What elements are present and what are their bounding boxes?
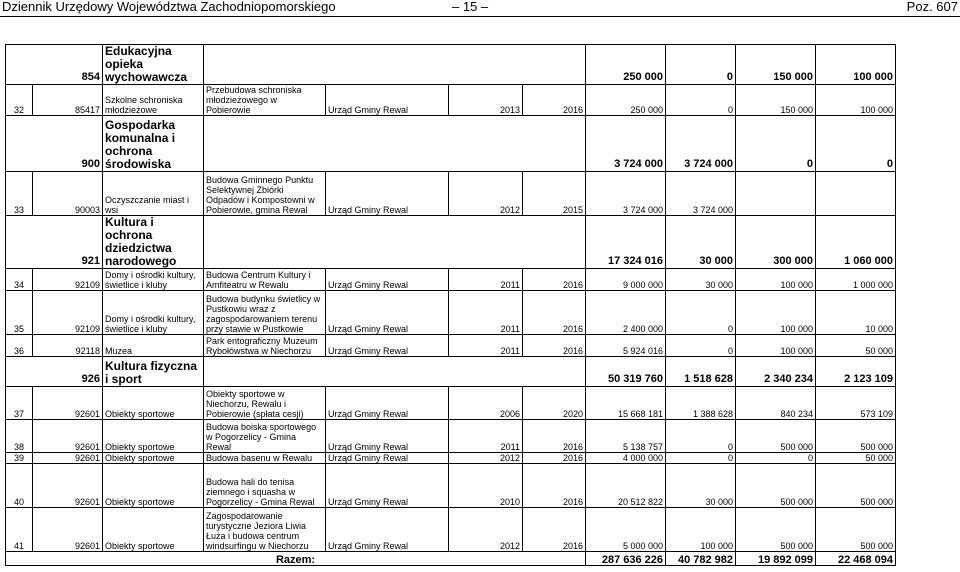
value-col-3: 100 000 (736, 335, 816, 357)
value-total: 17 324 016 (586, 216, 666, 269)
start-year: 2011 (449, 335, 523, 357)
empty-cell (204, 216, 586, 269)
value-total: 9 000 000 (586, 269, 666, 291)
value-total: 50 319 760 (586, 357, 666, 387)
chapter-row (6, 116, 896, 172)
position-number: Poz. 607 (906, 0, 958, 14)
value-col-4: 500 000 (816, 508, 896, 552)
value-total: 2 400 000 (586, 291, 666, 335)
value-col-4: 50 000 (816, 335, 896, 357)
value-col-3: 500 000 (736, 464, 816, 508)
category-name: Muzea (103, 335, 204, 357)
table-row (6, 387, 896, 420)
value-col-2: 1 518 628 (666, 357, 736, 387)
page-header (0, 0, 960, 17)
end-year: 2016 (523, 464, 586, 508)
responsible-unit: Urząd Gminy Rewal (326, 172, 449, 216)
total-row (6, 552, 896, 566)
start-year: 2010 (449, 464, 523, 508)
task-name: Budowa budynku świetlicy w Pustkowiu wraz z zagospodarowaniem terenu przy stawie w Pustkowie (204, 291, 326, 335)
row-number: 32 (6, 85, 33, 116)
category-name: Obiekty sportowe (103, 464, 204, 508)
value-col-3: 840 234 (736, 387, 816, 420)
empty-cell (204, 45, 586, 85)
chapter-code: 921 (6, 216, 103, 269)
value-col-2: 0 (666, 291, 736, 335)
chapter-name: Gospodarka komunalna i ochrona środowiska (103, 116, 204, 172)
end-year: 2020 (523, 387, 586, 420)
task-name: Budowa basenu w Rewalu (204, 453, 326, 464)
table-row (6, 420, 896, 453)
task-name: Zagospodarowanie turystyczne Jeziora Liwia Łuża i budowa centrum windsurfingu w Niechorzu (204, 508, 326, 552)
category-name: Obiekty sportowe (103, 508, 204, 552)
task-name: Budowa boiska sportowego w Pogorzelicy - Gmina Rewal (204, 420, 326, 453)
value-col-3: 500 000 (736, 420, 816, 453)
end-year: 2016 (523, 269, 586, 291)
responsible-unit: Urząd Gminy Rewal (326, 335, 449, 357)
category-name: Obiekty sportowe (103, 420, 204, 453)
value-col-2: 1 388 628 (666, 387, 736, 420)
responsible-unit: Urząd Gminy Rewal (326, 464, 449, 508)
chapter-code: 900 (6, 116, 103, 172)
chapter-code: 926 (6, 357, 103, 387)
page-number: – 15 – (452, 0, 489, 14)
value-col-4: 500 000 (816, 464, 896, 508)
value-col-2: 3 724 000 (666, 172, 736, 216)
value-col-4: 1 060 000 (816, 216, 896, 269)
value-col-4: 100 000 (816, 45, 896, 85)
total-value-3: 19 892 099 (736, 552, 816, 566)
value-col-3: 0 (736, 116, 816, 172)
value-col-3: 150 000 (736, 85, 816, 116)
value-total: 5 000 000 (586, 508, 666, 552)
empty-cell (204, 116, 586, 172)
task-name: Budowa Centrum Kultury i Amfiteatru w Rewalu (204, 269, 326, 291)
investment-table (5, 44, 896, 566)
value-col-4: 573 109 (816, 387, 896, 420)
end-year: 2015 (523, 172, 586, 216)
task-name: Budowa hali do tenisa ziemnego i squasha w Pogorzelicy - Gmina Rewal (204, 464, 326, 508)
value-total: 250 000 (586, 45, 666, 85)
value-total: 3 724 000 (586, 172, 666, 216)
value-col-3: 2 340 234 (736, 357, 816, 387)
row-number: 39 (6, 453, 33, 464)
paragraph-code: 85417 (33, 85, 103, 116)
chapter-row (6, 357, 896, 387)
paragraph-code: 92601 (33, 508, 103, 552)
journal-title: Dziennik Urzędowy Województwa Zachodniopomorskiego (2, 0, 336, 14)
start-year: 2012 (449, 508, 523, 552)
value-col-2: 0 (666, 420, 736, 453)
task-name: Obiekty sportowe w Niechorzu, Rewalu i Pobierowie (spłata cesji) (204, 387, 326, 420)
end-year: 2016 (523, 453, 586, 464)
responsible-unit: Urząd Gminy Rewal (326, 387, 449, 420)
total-value-2: 40 782 982 (666, 552, 736, 566)
start-year: 2012 (449, 453, 523, 464)
start-year: 2011 (449, 291, 523, 335)
value-col-3: 500 000 (736, 508, 816, 552)
end-year: 2016 (523, 335, 586, 357)
chapter-name: Kultura fizyczna i sport (103, 357, 204, 387)
value-col-4: 10 000 (816, 291, 896, 335)
value-total: 5 924 016 (586, 335, 666, 357)
empty-cell (204, 357, 586, 387)
table-body (6, 45, 896, 566)
paragraph-code: 92601 (33, 464, 103, 508)
end-year: 2016 (523, 420, 586, 453)
value-col-4: 50 000 (816, 453, 896, 464)
value-col-3 (736, 172, 816, 216)
paragraph-code: 90003 (33, 172, 103, 216)
value-total: 15 668 181 (586, 387, 666, 420)
paragraph-code: 92601 (33, 453, 103, 464)
total-value-4: 22 468 094 (816, 552, 896, 566)
category-name: Obiekty sportowe (103, 453, 204, 464)
value-total: 5 138 757 (586, 420, 666, 453)
responsible-unit: Urząd Gminy Rewal (326, 291, 449, 335)
chapter-row (6, 216, 896, 269)
value-col-2: 0 (666, 85, 736, 116)
responsible-unit: Urząd Gminy Rewal (326, 269, 449, 291)
task-name: Przebudowa schroniska młodzieżowego w Pobierowie (204, 85, 326, 116)
value-col-3: 100 000 (736, 291, 816, 335)
total-value-1: 287 636 226 (586, 552, 666, 566)
value-col-2: 3 724 000 (666, 116, 736, 172)
paragraph-code: 92601 (33, 420, 103, 453)
value-col-2: 30 000 (666, 216, 736, 269)
value-col-4: 100 000 (816, 85, 896, 116)
responsible-unit: Urząd Gminy Rewal (326, 453, 449, 464)
row-number: 40 (6, 464, 33, 508)
row-number: 36 (6, 335, 33, 357)
value-total: 20 512 822 (586, 464, 666, 508)
table-row (6, 508, 896, 552)
value-col-2: 100 000 (666, 508, 736, 552)
end-year: 2016 (523, 85, 586, 116)
value-col-3: 150 000 (736, 45, 816, 85)
start-year: 2013 (449, 85, 523, 116)
row-number: 33 (6, 172, 33, 216)
value-col-4 (816, 172, 896, 216)
chapter-code: 854 (6, 45, 103, 85)
row-number: 35 (6, 291, 33, 335)
category-name: Domy i ośrodki kultury, świetlice i kluby (103, 291, 204, 335)
value-col-2: 30 000 (666, 269, 736, 291)
paragraph-code: 92601 (33, 387, 103, 420)
value-col-2: 0 (666, 45, 736, 85)
value-col-2: 0 (666, 453, 736, 464)
row-number: 34 (6, 269, 33, 291)
chapter-name: Edukacyjna opieka wychowawcza (103, 45, 204, 85)
value-col-4: 1 000 000 (816, 269, 896, 291)
value-total: 3 724 000 (586, 116, 666, 172)
responsible-unit: Urząd Gminy Rewal (326, 85, 449, 116)
table-row (6, 291, 896, 335)
end-year: 2016 (523, 291, 586, 335)
value-col-2: 30 000 (666, 464, 736, 508)
value-total: 4 000 000 (586, 453, 666, 464)
table-row (6, 453, 896, 464)
value-col-4: 2 123 109 (816, 357, 896, 387)
category-name: Domy i ośrodki kultury, świetlice i kluby (103, 269, 204, 291)
row-number: 38 (6, 420, 33, 453)
category-name: Obiekty sportowe (103, 387, 204, 420)
row-number: 41 (6, 508, 33, 552)
chapter-row (6, 45, 896, 85)
start-year: 2011 (449, 269, 523, 291)
value-total: 250 000 (586, 85, 666, 116)
value-col-2: 0 (666, 335, 736, 357)
value-col-4: 500 000 (816, 420, 896, 453)
start-year: 2012 (449, 172, 523, 216)
responsible-unit: Urząd Gminy Rewal (326, 420, 449, 453)
table-row (6, 172, 896, 216)
table-row (6, 464, 896, 508)
task-name: Park entograficzny Muzeum Rybołówstwa w Niechorzu (204, 335, 326, 357)
value-col-4: 0 (816, 116, 896, 172)
total-label: Razem: (6, 552, 586, 566)
task-name: Budowa Gminnego Punktu Selektywnej Zbiórki Odpadów i Kompostowni w Pobierowie, gmina Rewal (204, 172, 326, 216)
paragraph-code: 92109 (33, 269, 103, 291)
table-row (6, 85, 896, 116)
start-year: 2011 (449, 420, 523, 453)
value-col-3: 0 (736, 453, 816, 464)
row-number: 37 (6, 387, 33, 420)
value-col-3: 100 000 (736, 269, 816, 291)
end-year: 2016 (523, 508, 586, 552)
start-year: 2006 (449, 387, 523, 420)
table-row (6, 335, 896, 357)
category-name: Oczyszczanie miast i wsi (103, 172, 204, 216)
paragraph-code: 92109 (33, 291, 103, 335)
table-row (6, 269, 896, 291)
responsible-unit: Urząd Gminy Rewal (326, 508, 449, 552)
value-col-3: 300 000 (736, 216, 816, 269)
category-name: Szkolne schroniska młodzieżowe (103, 85, 204, 116)
paragraph-code: 92118 (33, 335, 103, 357)
chapter-name: Kultura i ochrona dziedzictwa narodowego (103, 216, 204, 269)
